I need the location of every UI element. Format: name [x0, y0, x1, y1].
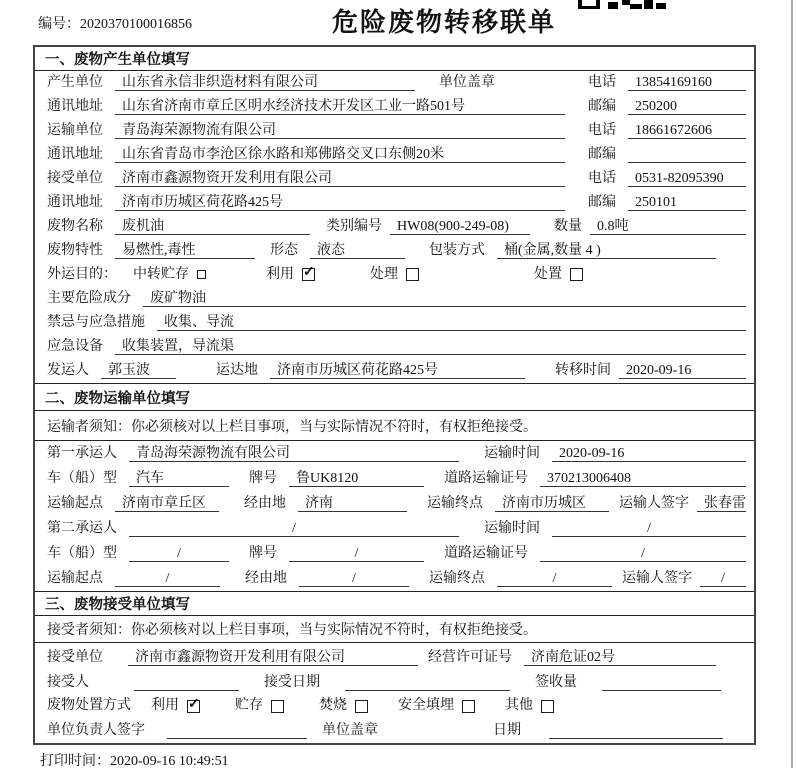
row-waste-name	[35, 215, 754, 239]
waste-property-value: 易燃性,毒性	[115, 243, 255, 259]
shipper-label: 发运人	[47, 363, 89, 379]
carrier-sign2-value: /	[700, 571, 746, 587]
vehicle2-value: /	[129, 546, 229, 562]
transfer-time-value: 2020-09-16	[619, 363, 746, 379]
row-receiver	[35, 167, 754, 191]
vehicle2-label: 车（船）型	[47, 546, 117, 562]
serial-label: 编号：	[38, 17, 80, 32]
transporter-phone: 18661672606	[628, 123, 746, 139]
plate2-label: 牌号	[249, 546, 277, 562]
endpoint2-label: 运输终点	[429, 571, 485, 587]
section2-heading: 二、废物运输单位填写	[35, 383, 754, 411]
quantity-value: 0.8吨	[590, 219, 746, 235]
waste-property-label: 废物特性	[47, 243, 103, 259]
row-purpose	[35, 263, 754, 287]
receiver-address: 济南市历城区荷花路425号	[115, 195, 565, 211]
destination-label: 运达地	[216, 363, 258, 379]
receiver-zip: 250101	[628, 195, 746, 211]
equipment-label: 应急设备	[47, 339, 103, 355]
section3-heading: 三、废物接受单位填写	[35, 591, 754, 616]
via1-value: 济南	[298, 496, 407, 512]
row-accept-unit	[35, 643, 754, 670]
row-acceptor	[35, 670, 754, 695]
taboo-value: 收集、导流	[157, 315, 746, 331]
origin1-value: 济南市章丘区	[115, 496, 219, 512]
serial-number	[38, 13, 192, 33]
quantity-label: 数量	[554, 219, 582, 235]
row-disposal	[35, 695, 754, 718]
acceptor-label: 接受人	[47, 675, 89, 691]
producer-value: 山东省永信非织造材料有限公司	[115, 75, 415, 91]
packing-value: 桶(金属,数量 4 )	[497, 243, 716, 259]
purpose-option-utilize: 利用	[266, 267, 294, 283]
section3-notice: 接受者须知：你必须核对以上栏目事项，当与实际情况不符时，有权拒绝接受。	[35, 616, 754, 643]
origin2-value: /	[115, 571, 220, 587]
phone-label: 电话	[588, 171, 616, 187]
row-route1	[35, 491, 754, 516]
checkbox-dispose	[570, 268, 583, 281]
carrier-sign1-value: 张春雷	[697, 496, 746, 512]
carrier-sign2-label: 运输人签字	[622, 571, 692, 587]
disposal-option-utilize: 利用	[151, 698, 179, 714]
carrier1-label: 第一承运人	[47, 446, 117, 462]
checkbox-utilize	[302, 268, 315, 281]
sign-quantity-label: 签收量	[535, 675, 577, 691]
disposal-option-incinerate: 焚烧	[319, 698, 347, 714]
transporter-zip	[628, 162, 746, 163]
unit-seal-label: 单位盖章	[322, 723, 378, 739]
shipper-value: 郭玉波	[101, 363, 176, 379]
hazard-value: 废矿物油	[143, 291, 746, 307]
row-carrier1	[35, 441, 754, 466]
endpoint1-label: 运输终点	[427, 496, 484, 512]
phone-label: 电话	[588, 123, 616, 139]
zip-label: 邮编	[588, 195, 616, 211]
row-transporter-address	[35, 143, 754, 167]
transport-time-label: 运输时间	[484, 521, 540, 537]
print-time-value: 2020-09-16 10:49:51	[110, 754, 229, 768]
disposal-option-other: 其他	[505, 698, 533, 714]
purpose-option-treat: 处理	[370, 267, 398, 283]
transporter-value: 青岛海荣源物流有限公司	[115, 123, 565, 139]
checkbox-disposal-other	[541, 700, 554, 713]
disposal-option-landfill: 安全填埋	[398, 698, 454, 714]
via1-label: 经由地	[244, 496, 287, 512]
category-value: HW08(900-249-08)	[390, 219, 530, 235]
manifest-form-table	[33, 45, 756, 745]
section2-notice: 运输者须知：你必须核对以上栏目事项，当与实际情况不符时，有权拒绝接受。	[35, 411, 754, 441]
section1-heading: 一、废物产生单位填写	[35, 47, 754, 71]
vehicle1-label: 车（船）型	[47, 471, 117, 487]
responsible-sign-label: 单位负责人签字	[47, 723, 145, 739]
print-time-label: 打印时间：	[40, 754, 110, 768]
equipment-value: 收集装置，导流渠	[115, 339, 746, 355]
address-label: 通讯地址	[47, 195, 103, 211]
row-route2	[35, 566, 754, 591]
via2-value: /	[299, 571, 409, 587]
carrier-sign1-label: 运输人签字	[619, 496, 689, 512]
row-receiver-address	[35, 191, 754, 215]
producer-address: 山东省济南市章丘区明水经济技术开发区工业一路501号	[115, 99, 565, 115]
address-label: 通讯地址	[47, 99, 103, 115]
transfer-time-label: 转移时间	[555, 363, 611, 379]
producer-zip: 250200	[628, 99, 746, 115]
origin1-label: 运输起点	[47, 496, 103, 512]
date-value	[549, 738, 723, 739]
purpose-option-transfer-storage: 中转贮存	[133, 267, 189, 283]
packing-label: 包装方式	[429, 243, 485, 259]
row-producer	[35, 71, 754, 95]
zip-label: 邮编	[588, 147, 616, 163]
acceptor-value	[134, 690, 239, 691]
waste-name-value: 废机油	[115, 219, 310, 235]
row-producer-address	[35, 95, 754, 119]
hazard-label: 主要危险成分	[47, 291, 131, 307]
row-transporter	[35, 119, 754, 143]
carrier1-value: 青岛海荣源物流有限公司	[129, 446, 459, 462]
page-title: 危险废物转移联单	[332, 8, 557, 37]
transporter-address: 山东省青岛市李沧区徐水路和郑佛路交叉口东侧20米	[115, 147, 565, 163]
form-label: 形态	[270, 243, 298, 259]
serial-value: 2020370100016856	[80, 17, 192, 32]
row-responsible-signature	[35, 718, 754, 743]
plate1-label: 牌号	[249, 471, 277, 487]
form-value: 液态	[310, 243, 405, 259]
sign-quantity-value	[602, 690, 721, 691]
transporter-label: 运输单位	[47, 123, 103, 139]
license-label: 经营许可证号	[428, 650, 512, 666]
date-label: 日期	[493, 723, 521, 739]
road-license2-label: 道路运输证号	[444, 546, 528, 562]
checkbox-disposal-store	[271, 700, 284, 713]
road-license1-label: 道路运输证号	[444, 471, 528, 487]
plate1-value: 鲁UK8120	[289, 471, 424, 487]
checkbox-transfer-storage	[197, 270, 206, 279]
origin2-label: 运输起点	[47, 571, 103, 587]
seal-label: 单位盖章	[439, 75, 495, 91]
receiver-value: 济南市鑫源物资开发利用有限公司	[115, 171, 565, 187]
row-vehicle2	[35, 541, 754, 566]
purpose-option-dispose: 处置	[534, 267, 562, 283]
purpose-label: 外运目的：	[47, 267, 117, 283]
document-header	[0, 0, 796, 45]
destination-value: 济南市历城区荷花路425号	[270, 363, 525, 379]
row-waste-property	[35, 239, 754, 263]
accept-unit-value: 济南市鑫源物资开发利用有限公司	[128, 650, 418, 666]
transport-time-label: 运输时间	[484, 446, 540, 462]
license-value: 济南危证02号	[524, 650, 716, 666]
checkbox-disposal-incinerate	[355, 700, 368, 713]
checkbox-treat	[406, 268, 419, 281]
row-shipper	[35, 359, 754, 383]
page-edge-divider	[791, 0, 793, 768]
waste-name-label: 废物名称	[47, 219, 103, 235]
carrier2-value: /	[129, 521, 459, 537]
row-vehicle1	[35, 466, 754, 491]
disposal-option-store: 贮存	[235, 698, 263, 714]
receiver-phone: 0531-82095390	[628, 171, 746, 187]
accept-date-value	[345, 690, 510, 691]
zip-label: 邮编	[588, 99, 616, 115]
accept-date-label: 接受日期	[264, 675, 320, 691]
endpoint2-value: /	[497, 571, 612, 587]
responsible-sign-value	[167, 738, 307, 739]
road-license1-value: 370213006408	[540, 471, 746, 487]
checkbox-disposal-utilize	[187, 700, 200, 713]
via2-label: 经由地	[245, 571, 287, 587]
receiver-label: 接受单位	[47, 171, 103, 187]
address-label: 通讯地址	[47, 147, 103, 163]
plate2-value: /	[289, 546, 424, 562]
transport-time2-value: /	[552, 521, 746, 537]
phone-label: 电话	[588, 75, 616, 91]
row-hazard	[35, 287, 754, 311]
disposal-label: 废物处置方式	[47, 698, 131, 714]
road-license2-value: /	[540, 546, 746, 562]
row-taboo	[35, 311, 754, 335]
checkbox-disposal-landfill	[462, 700, 475, 713]
producer-phone: 13854169160	[628, 75, 746, 91]
endpoint1-value: 济南市历城区	[495, 496, 609, 512]
category-label: 类别编号	[326, 219, 382, 235]
vehicle1-value: 汽车	[129, 471, 229, 487]
carrier2-label: 第二承运人	[47, 521, 117, 537]
taboo-label: 禁忌与应急措施	[47, 315, 145, 331]
accept-unit-label: 接受单位	[47, 650, 103, 666]
row-equipment	[35, 335, 754, 359]
row-carrier2	[35, 516, 754, 541]
print-time	[40, 750, 229, 768]
transport-time1-value: 2020-09-16	[552, 446, 746, 462]
producer-label: 产生单位	[47, 75, 103, 91]
